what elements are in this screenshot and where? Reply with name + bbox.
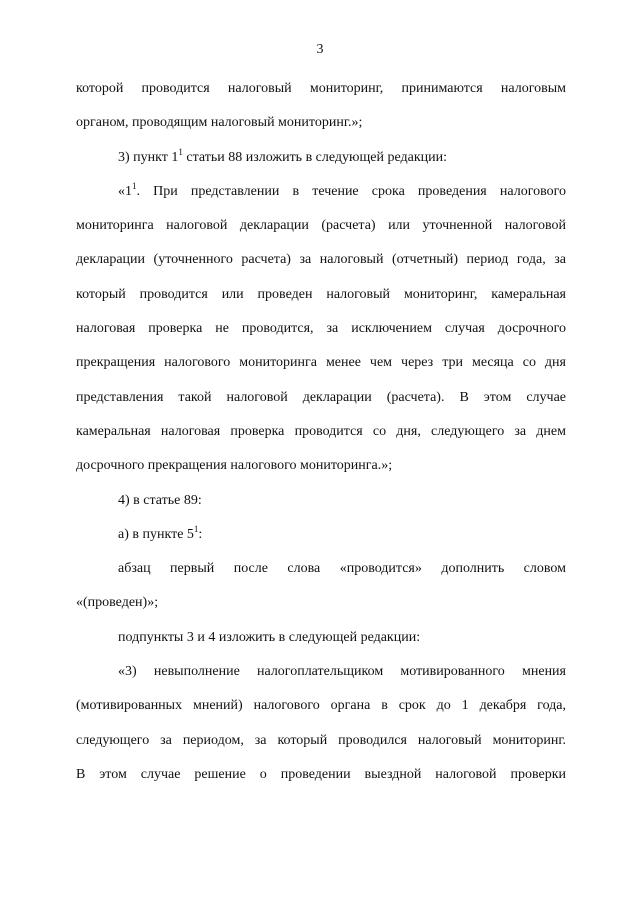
- line-text-before-superscript: «1: [118, 183, 132, 199]
- line-text-before-superscript: а) в пункте 5: [118, 526, 194, 542]
- text-line: которой проводится налоговый мониторинг, принимаются налоговым: [76, 81, 566, 96]
- text-line: «(проведен)»;: [76, 595, 159, 611]
- text-line: абзац первый после слова «проводится» дополнить словом: [118, 561, 566, 577]
- line-text-before-superscript: 3) пункт 1: [118, 149, 179, 165]
- document-body: [76, 79, 566, 799]
- text-line: органом, проводящим налоговый мониторинг.»;: [76, 115, 363, 131]
- text-line: 4) в статье 89:: [118, 492, 202, 508]
- text-line: налоговая проверка не проводится, за исключением случая досрочного: [76, 321, 566, 337]
- line-text-after-superscript: . При представлении в течение срока проведения налогового: [136, 183, 566, 199]
- text-line: [76, 182, 566, 216]
- text-line: прекращения налогового мониторинга менее чем через три месяца со дня: [76, 355, 566, 371]
- text-line: В этом случае решение о проведении выездной налоговой проверки: [76, 766, 566, 782]
- superscript: 1: [178, 146, 183, 157]
- text-line: представления такой налоговой декларации (расчета). В этом случае: [76, 389, 566, 405]
- text-line: подпункты 3 и 4 изложить в следующей редакции:: [118, 629, 421, 645]
- line-text-after-superscript: статьи 88 изложить в следующей редакции:: [182, 149, 448, 165]
- text-line: [76, 525, 566, 559]
- text-line: мониторинга налоговой декларации (расчета) или уточненной налоговой: [76, 218, 566, 234]
- text-line: который проводится или проведен налоговый мониторинг, камеральная: [76, 286, 566, 302]
- text-line: декларации (уточненного расчета) за налоговый (отчетный) период года, за: [76, 252, 566, 268]
- line-text-after-superscript: :: [198, 526, 203, 542]
- text-line: следующего за периодом, за который проводился налоговый мониторинг.: [76, 732, 566, 748]
- text-line: «3) невыполнение налогоплательщиком мотивированного мнения: [118, 664, 566, 680]
- page-number: 3: [316, 42, 324, 57]
- superscript: 1: [132, 180, 137, 191]
- text-line: камеральная налоговая проверка проводится со дня, следующего за днем: [76, 423, 566, 439]
- text-line: досрочного прекращения налогового мониторинга.»;: [76, 458, 393, 474]
- text-line: [76, 148, 566, 182]
- text-line: (мотивированных мнений) налогового органа в срок до 1 декабря года,: [76, 698, 566, 714]
- superscript: 1: [193, 523, 199, 534]
